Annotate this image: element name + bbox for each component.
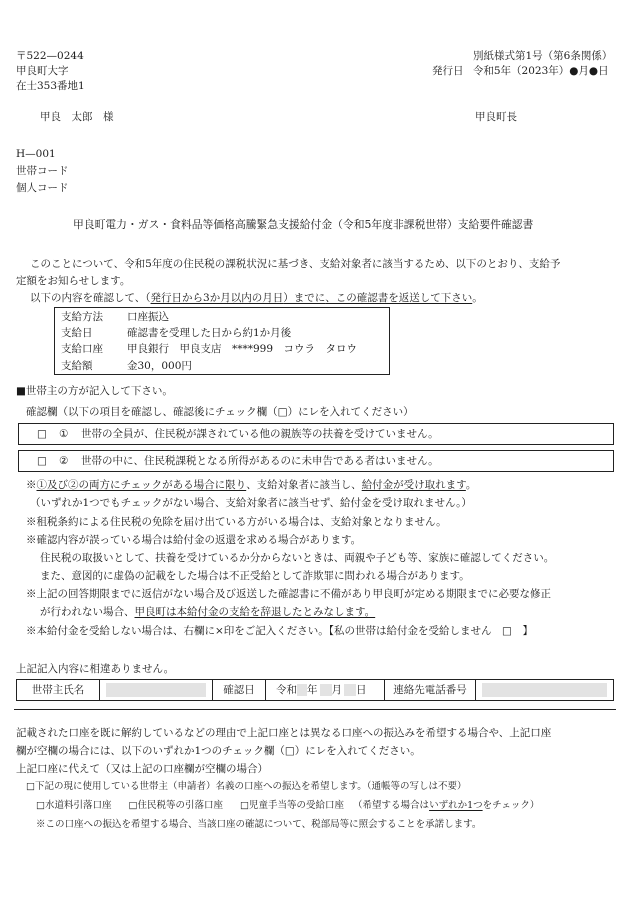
option-note-a: （希望する場合は xyxy=(353,800,430,811)
divider xyxy=(14,709,616,710)
item-text: 世帯の全員が、住民税が課されている他の親族等の扶養を受けていません。 xyxy=(81,428,439,440)
option-note-b: いずれか1つ xyxy=(429,800,483,811)
recipient-name: 甲良 太郎 様 xyxy=(40,111,114,123)
option-child-allowance[interactable]: □児童手当等の受給口座 xyxy=(240,800,345,811)
checkbox[interactable]: □ xyxy=(37,428,47,440)
intro-3a: 以下の内容を確認して、（ xyxy=(30,292,151,304)
bottom-line-6: ※この口座への振込を希望する場合、当該口座の確認について、税部局等に照会することを承諾します。 xyxy=(36,819,482,830)
item-number: ① xyxy=(59,428,69,440)
note-9: ※本給付金を受給しない場合は、右欄に×印をご記入ください。【私の世帯は給付金を受給しません □ 】 xyxy=(26,625,533,637)
address-line-1: 甲良町大字 xyxy=(16,65,69,77)
note-5: 住民税の取扱いとして、扶養を受けているか分からないときは、両親や子ども等、家族に確認してください。 xyxy=(40,552,555,564)
section-heading: ■世帯主の方が記入して下さい。 xyxy=(16,385,173,397)
note-8 xyxy=(40,605,375,619)
payment-value: 金30，000円 xyxy=(127,359,192,372)
payment-row xyxy=(61,341,363,357)
payment-row xyxy=(61,309,363,325)
era-label: 令和 xyxy=(276,683,297,696)
day-label: 日 xyxy=(356,683,367,696)
account-options xyxy=(36,800,539,813)
bottom-line-3: 上記口座に代えて（又は上記の口座欄が空欄の場合） xyxy=(16,763,268,775)
signature-lead: 上記記入内容に相違ありません。 xyxy=(16,663,175,675)
payment-value: 口座振込 xyxy=(127,311,169,323)
note-1c: 、支給対象者に該当し、 xyxy=(246,479,362,491)
date-label: 確認日 xyxy=(213,680,266,701)
item-number: ② xyxy=(59,455,69,467)
address-line-2: 在士353番地1 xyxy=(16,80,85,92)
phone-label: 連絡先電話番号 xyxy=(385,680,476,701)
month-label: 月 xyxy=(331,683,342,696)
form-number: 別紙様式第1号（第6条関係） xyxy=(473,50,613,62)
name-field[interactable] xyxy=(100,680,213,701)
sender-name: 甲良町長 xyxy=(475,111,517,123)
household-code-label: 世帯コード xyxy=(16,165,69,177)
issue-date-label: 発行日 xyxy=(432,65,464,77)
year-label: 年 xyxy=(307,683,318,696)
payment-value: 甲良銀行 甲良支店 ****999 コウラ タロウ xyxy=(127,343,358,356)
intro-line-2: 定額をお知らせします。 xyxy=(16,275,131,287)
checkbox[interactable]: □ xyxy=(37,455,47,467)
note-1a: ※ xyxy=(26,479,37,491)
payment-value: 確認書を受理した日から約1か月後 xyxy=(127,327,292,340)
issue-day-suffix: 日 xyxy=(598,65,609,77)
name-label: 世帯主氏名 xyxy=(17,680,100,701)
postal-code: 〒522—0244 xyxy=(16,50,84,62)
payment-label: 支給方法 xyxy=(61,311,103,323)
phone-field[interactable] xyxy=(476,680,614,701)
payment-label: 支給日 xyxy=(61,327,93,340)
signature-table xyxy=(16,679,614,701)
deadline-placeholder: 発行日から3か月以内の月日 xyxy=(150,292,284,304)
option-note-c: をチェック） xyxy=(482,800,540,811)
note-1b: ①及び②の両方にチェックがある場合に限り xyxy=(36,479,247,491)
payment-label: 支給口座 xyxy=(61,343,103,356)
option-tax[interactable]: □住民税等の引落口座 xyxy=(128,800,223,811)
note-8b: 甲良町は本給付金の支給を辞退したとみなします。 xyxy=(134,606,376,618)
note-7: ※上記の回答期限までに返信がない場合及び返送した確認書に不備があり甲良町が定める期限までに必要な修正 xyxy=(26,588,551,600)
return-instruction: 、この確認書を返送して下さい xyxy=(325,292,473,304)
intro-line-1: このことについて、令和5年度の住民税の課税状況に基づき、支給対象者に該当するため、以下のとおり、支給予 xyxy=(30,258,561,270)
item-text: 世帯の中に、住民税課税となる所得があるのに未申告である者はいません。 xyxy=(81,455,439,467)
note-1d: 給付金が受け取れます xyxy=(361,479,466,491)
option-water[interactable]: □水道料引落口座 xyxy=(36,800,112,811)
date-field[interactable] xyxy=(266,680,385,701)
payment-info-box xyxy=(54,307,390,375)
issue-month-suffix: 月 xyxy=(578,65,589,77)
confirm-heading: 確認欄（以下の項目を確認し、確認後にチェック欄（□）にレを入れてください） xyxy=(26,406,414,418)
personal-code-label: 個人コード xyxy=(16,182,69,194)
payment-row xyxy=(61,358,363,374)
bottom-line-4[interactable]: □下記の現に使用している世帯主（申請者）名義の口座への振込を希望します。（通帳等の写しは不要） xyxy=(26,781,467,792)
intro-3c: ）までに xyxy=(283,292,326,304)
intro-3e: 。 xyxy=(472,292,483,304)
issue-date xyxy=(432,64,609,78)
note-4: ※確認内容が誤っている場合は給付金の返還を求める場合があります。 xyxy=(26,534,362,546)
payment-label: 支給額 xyxy=(61,359,93,372)
note-3: ※租税条約による住民税の免除を届け出ている方がいる場合は、支給対象となりません。 xyxy=(26,516,447,528)
note-1e: 。 xyxy=(465,479,477,491)
issue-day-mark: ● xyxy=(588,65,599,77)
bottom-line-2: 欄が空欄の場合には、以下のいずれか1つのチェック欄（□）にレを入れてください。 xyxy=(16,745,421,757)
payment-table xyxy=(61,309,363,374)
confirm-item-2 xyxy=(18,450,614,472)
confirm-item-1 xyxy=(18,423,614,445)
note-8a: が行われない場合、 xyxy=(40,606,135,618)
document-title: 甲良町電力・ガス・食料品等価格高騰緊急支援給付金（令和5年度非課税世帯）支給要件確認書 xyxy=(73,218,534,231)
note-1 xyxy=(26,478,476,492)
note-6: また、意図的に虚偽の記載をした場合は不正受給として詐欺罪に問われる場合があります。 xyxy=(40,570,470,582)
payment-row xyxy=(61,325,363,341)
issue-date-prefix: 令和5年（2023年） xyxy=(472,65,570,77)
intro-line-3 xyxy=(30,291,483,305)
code-id: H—001 xyxy=(16,148,56,160)
note-2: （いずれか1つでもチェックがない場合、支給対象者に該当せず、給付金を受け取れません。） xyxy=(30,497,472,509)
bottom-line-1: 記載された口座を既に解約しているなどの理由で上記口座とは異なる口座への振込みを希望する場合や、上記口座 xyxy=(16,727,552,739)
issue-month-mark: ● xyxy=(569,65,579,77)
